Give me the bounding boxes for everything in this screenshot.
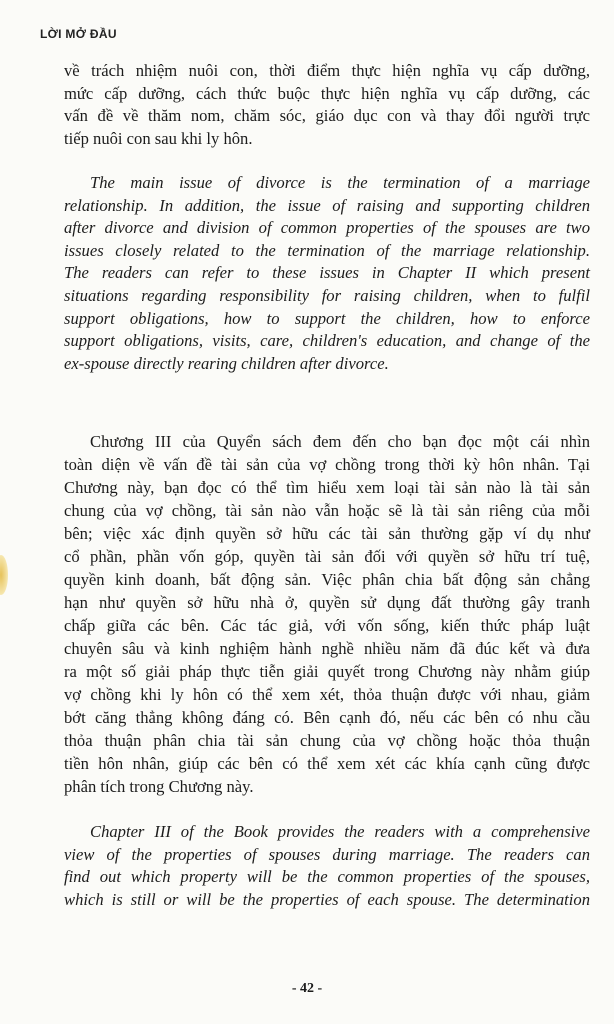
paragraph-en-1 bbox=[64, 172, 590, 375]
page-edge-stain bbox=[0, 555, 8, 595]
text-line: find out which property will be the common properties of the spouses, bbox=[64, 867, 590, 887]
paragraph-vi-2 bbox=[64, 430, 590, 798]
text-line: về trách nhiệm nuôi con, thời điểm thực hiện nghĩa vụ cấp dưỡng, bbox=[64, 61, 590, 80]
running-header: LỜI MỞ ĐẦU bbox=[40, 27, 117, 41]
text-line: Chapter III of the Book provides the readers with a comprehensive bbox=[90, 822, 590, 841]
text-line: issues closely related to the termination of the marriage relationship. bbox=[64, 240, 590, 260]
text-line: relationship. In addition, the issue of raising and supporting children bbox=[64, 195, 590, 215]
text-line: phân tích trong Chương này. bbox=[64, 777, 254, 796]
paragraph-vi-1 bbox=[64, 60, 590, 150]
paragraph-en-2 bbox=[64, 821, 590, 911]
text-line: situations regarding responsibility for raising children, when to fulfil bbox=[64, 285, 590, 305]
text-line: vợ chồng khi ly hôn có thể xem xét, thỏa thuận được với nhau, giảm bbox=[64, 685, 590, 704]
text-line: ex-spouse directly rearing children after divorce. bbox=[64, 353, 389, 373]
text-line: support obligations, how to support the children, how to enforce bbox=[64, 308, 590, 328]
text-line: quyền kinh doanh, bất động sản. Việc phân chia bất động sản chẳng bbox=[64, 570, 590, 589]
text-line: bên; việc xác định quyền sở hữu các tài sản thường gặp ví dụ như bbox=[64, 524, 590, 543]
text-line: tiếp nuôi con sau khi ly hôn. bbox=[64, 128, 253, 148]
text-line: Chương III của Quyển sách đem đến cho bạn đọc một cái nhìn bbox=[90, 432, 590, 451]
text-line: chung của vợ chồng, tài sản nào vẫn hoặc sẽ là tài sản riêng của mỗi bbox=[64, 501, 590, 520]
text-line: tiền hôn nhân, giúp các bên có thể xem xét các khía cạnh cũng được bbox=[64, 754, 590, 773]
text-line: The readers can refer to these issues in Chapter II which present bbox=[64, 263, 590, 283]
text-line: vấn đề về thăm nom, chăm sóc, giáo dục con và thay đổi người trực bbox=[64, 106, 590, 126]
page-number: - 42 - bbox=[291, 981, 323, 996]
text-line: hạn như quyền sở hữu nhà ở, quyền sử dụng đất thường gây tranh bbox=[64, 593, 590, 612]
text-line: bớt căng thẳng không đáng có. Bên cạnh đó, nếu các bên có nhu cầu bbox=[64, 708, 590, 727]
text-line: chấp giữa các bên. Các tác giả, với vốn sống, kiến thức pháp luật bbox=[64, 616, 590, 635]
text-line: which is still or will be the properties of each spouse. The determination bbox=[64, 889, 590, 909]
text-line: after divorce and division of common properties of the spouses are two bbox=[64, 218, 590, 238]
text-line: chuyên sâu và kinh nghiệm hành nghề nhiều năm đã đúc kết và đưa bbox=[64, 639, 590, 658]
text-line: mức cấp dưỡng, cách thức buộc thực hiện nghĩa vụ cấp dưỡng, các bbox=[64, 83, 590, 103]
text-line: toàn diện về vấn đề tài sản của vợ chồng trong thời kỳ hôn nhân. Tại bbox=[64, 455, 590, 474]
text-line: view of the properties of spouses during marriage. The readers can bbox=[64, 844, 590, 864]
text-line: Chương này, bạn đọc có thể tìm hiểu xem loại tài sản nào là tài sản bbox=[64, 478, 590, 497]
text-line: ra một số giải pháp thực tiễn giải quyết trong Chương này nhằm giúp bbox=[64, 662, 590, 681]
text-line: cổ phần, phần vốn góp, quyền tài sản đối với quyền sở hữu trí tuệ, bbox=[64, 547, 590, 566]
text-line: support obligations, visits, care, children's education, and change of the bbox=[64, 331, 590, 351]
text-line: The main issue of divorce is the termination of a marriage bbox=[90, 173, 590, 192]
text-line: thỏa thuận phân chia tài sản chung của vợ chồng hoặc thỏa thuận bbox=[64, 731, 590, 750]
